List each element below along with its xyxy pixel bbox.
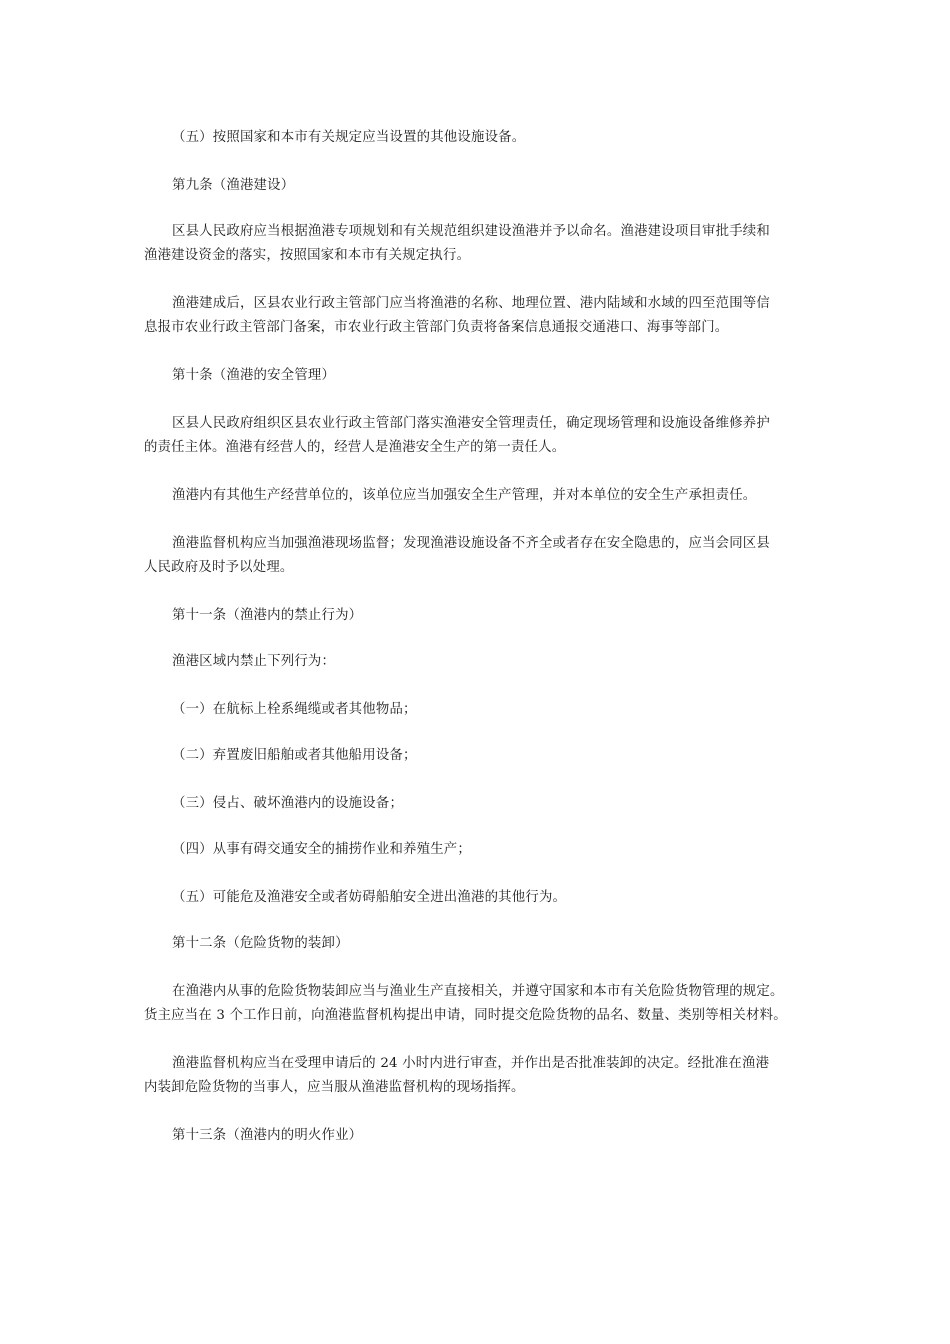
- paragraph-item-5: [144, 126, 809, 150]
- paragraph-line: 第九条（渔港建设）: [172, 178, 295, 193]
- paragraph-line: 人民政府及时予以处理。: [144, 560, 294, 575]
- paragraph-line: 渔港区域内禁止下列行为：: [172, 654, 336, 669]
- paragraph-line: 渔港内有其他生产经营单位的，该单位应当加强安全生产管理，并对本单位的安全生产承担责任。: [172, 488, 757, 503]
- article-heading-11: [144, 604, 809, 628]
- paragraph-line: 区县人民政府组织区县农业行政主管部门落实渔港安全管理责任，确定现场管理和设施设备维修养护: [172, 416, 770, 431]
- paragraph-line: 的责任主体。渔港有经营人的，经营人是渔港安全生产的第一责任人。: [144, 440, 566, 455]
- article-heading-9: [144, 174, 809, 198]
- paragraph-text: [144, 292, 809, 340]
- paragraph-text: [144, 650, 809, 674]
- paragraph-text: [144, 980, 824, 1028]
- article-heading-10: [144, 364, 809, 388]
- paragraph-line: 在渔港内从事的危险货物装卸应当与渔业生产直接相关，并遵守国家和本市有关危险货物管理的规定。: [172, 984, 784, 999]
- paragraph-line: （五）可能危及渔港安全或者妨碍船舶安全进出渔港的其他行为。: [172, 890, 567, 905]
- list-item-2: [144, 744, 809, 768]
- list-item-5: [144, 886, 809, 910]
- paragraph-text: [144, 484, 809, 508]
- paragraph-line: 区县人民政府应当根据渔港专项规划和有关规范组织建设渔港并予以命名。渔港建设项目审批手续和: [172, 224, 770, 239]
- paragraph-text: [144, 1052, 809, 1100]
- paragraph-line: 渔港监督机构应当加强渔港现场监督；发现渔港设施设备不齐全或者存在安全隐患的，应当会同区县: [172, 536, 770, 551]
- paragraph-line: 渔港监督机构应当在受理申请后的 24 小时内进行审查，并作出是否批准装卸的决定。经批准在渔港: [172, 1056, 770, 1071]
- paragraph-line: 第十二条（危险货物的装卸）: [172, 936, 349, 951]
- paragraph-line: 第十三条（渔港内的明火作业）: [172, 1128, 363, 1143]
- paragraph-line: 第十一条（渔港内的禁止行为）: [172, 608, 363, 623]
- paragraph-line: 渔港建成后，区县农业行政主管部门应当将渔港的名称、地理位置、港内陆域和水域的四至范围等信: [172, 296, 770, 311]
- article-heading-12: [144, 932, 809, 956]
- paragraph-text: [144, 412, 809, 460]
- paragraph-line: （三）侵占、破坏渔港内的设施设备；: [172, 796, 404, 811]
- paragraph-text: [144, 532, 809, 580]
- paragraph-line: （一）在航标上栓系绳缆或者其他物品；: [172, 702, 417, 717]
- paragraph-line: 内装卸危险货物的当事人，应当服从渔港监督机构的现场指挥。: [144, 1080, 525, 1095]
- paragraph-text: [144, 220, 809, 268]
- paragraph-line: （五）按照国家和本市有关规定应当设置的其他设施设备。: [172, 130, 526, 145]
- paragraph-line: 货主应当在 3 个工作日前，向渔港监督机构提出申请，同时提交危险货物的品名、数量、类别等相关材料。: [144, 1008, 787, 1023]
- paragraph-line: 渔港建设资金的落实，按照国家和本市有关规定执行。: [144, 248, 471, 263]
- paragraph-line: 第十条（渔港的安全管理）: [172, 368, 336, 383]
- paragraph-line: （四）从事有碍交通安全的捕捞作业和养殖生产；: [172, 842, 471, 857]
- paragraph-line: （二）弃置废旧船舶或者其他船用设备；: [172, 748, 417, 763]
- article-heading-13: [144, 1124, 809, 1148]
- list-item-1: [144, 698, 809, 722]
- list-item-4: [144, 838, 809, 862]
- paragraph-line: 息报市农业行政主管部门备案，市农业行政主管部门负责将备案信息通报交通港口、海事等部门。: [144, 320, 729, 335]
- list-item-3: [144, 792, 809, 816]
